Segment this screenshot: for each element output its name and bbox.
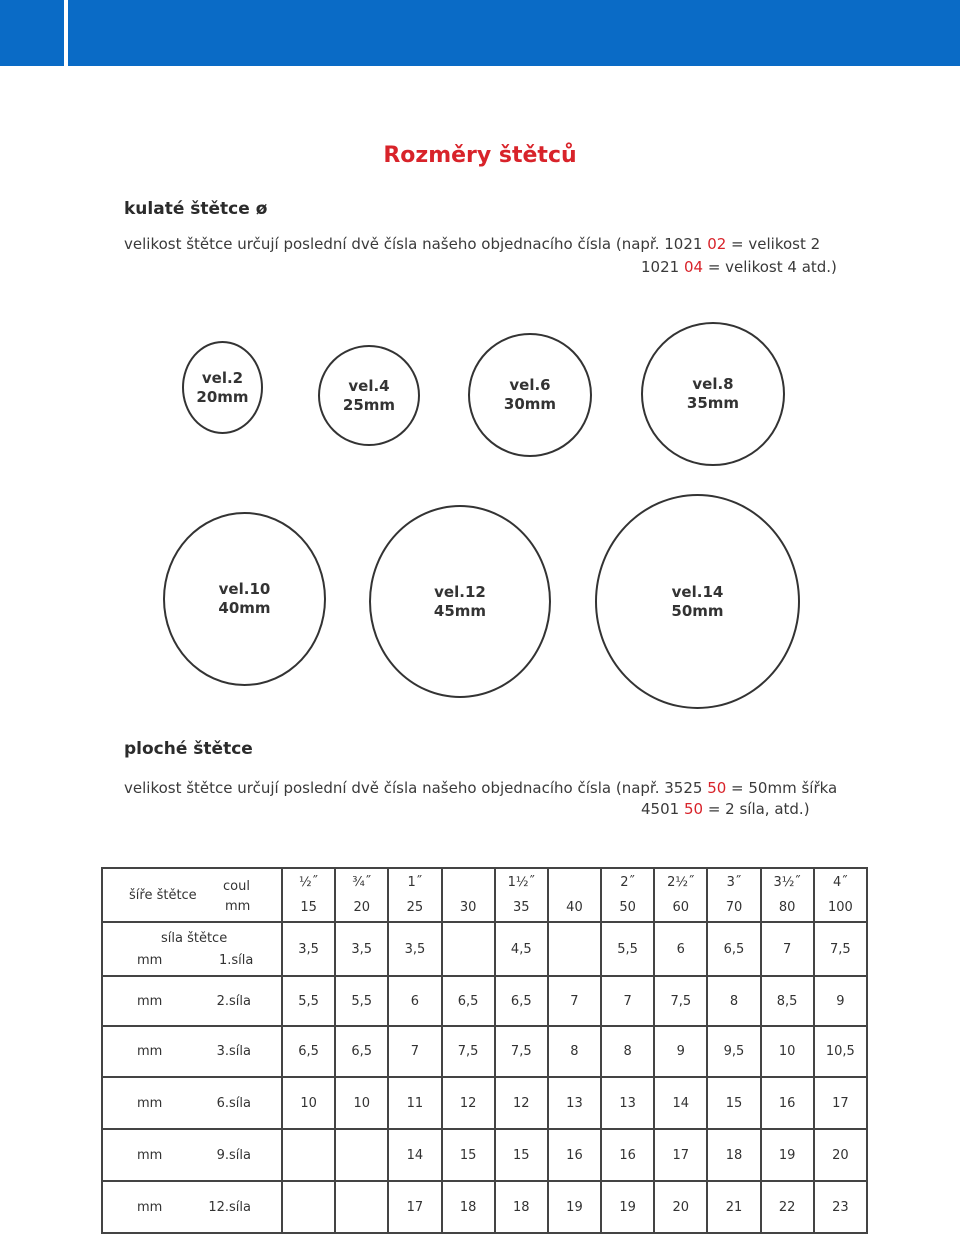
flat-line-1: velikost štětce určují poslední dvě čísla našeho objednacího čísla (např. 3525 50 = 50mm šířka [124,779,838,797]
coul-value: ¾˝ [352,875,372,890]
table-cell: 16 [548,1129,601,1181]
table-cell: 11 [388,1077,441,1129]
mm-value: 25 [406,900,424,915]
mm-label: mm [225,899,251,914]
row-name: 1.síla [219,953,254,968]
table-cell: 19 [601,1181,654,1233]
round-heading: kulaté štětce ø [124,199,268,219]
table-cell: 7 [548,976,601,1026]
width-label: šíře štětce [129,888,197,903]
table-row [102,1026,867,1077]
row-name: 2.síla [216,993,251,1009]
table-cell: 3,5 [388,922,441,976]
table-row [102,1181,867,1233]
table-cell: 8 [707,976,760,1026]
table-cell: 8 [601,1026,654,1077]
table-cell: 5,5 [282,976,335,1026]
table-cell [282,1181,335,1233]
table-cell: 13 [548,1077,601,1129]
row-label-cell [102,1026,282,1077]
coul-value: ½˝ [299,875,319,890]
table-cell: 7,5 [442,1026,495,1077]
table-cell: 6,5 [442,976,495,1026]
sila-label: síla štětce [161,931,228,946]
table-cell: 6,5 [495,976,548,1026]
header-cell [495,868,548,922]
table-cell: 18 [707,1129,760,1181]
table-cell: 15 [442,1129,495,1181]
row-unit: mm [137,953,163,968]
table-row [102,922,867,976]
table-cell: 14 [388,1129,441,1181]
coul-value: 4˝ [832,875,848,890]
mm-value: 20 [353,900,371,915]
row-unit: mm [137,993,163,1009]
table-cell: 5,5 [335,976,388,1026]
row-name: 9.síla [216,1147,251,1163]
table-cell: 6 [654,922,707,976]
table-cell: 18 [495,1181,548,1233]
circle-size-2: vel.2 20mm [182,341,263,434]
round-line-2: 1021 04 = velikost 4 atd.) [641,258,837,276]
mm-value: 40 [566,900,583,915]
table-cell: 15 [495,1129,548,1181]
table-cell: 20 [814,1129,867,1181]
table-cell: 22 [761,1181,814,1233]
header-cell [761,868,814,922]
table-cell: 20 [654,1181,707,1233]
table-cell: 19 [548,1181,601,1233]
table-cell: 12 [442,1077,495,1129]
header-cell [442,868,495,922]
circle-size-4: vel.4 25mm [318,345,420,446]
table-cell [335,1129,388,1181]
table-cell: 5,5 [601,922,654,976]
row-unit: mm [137,1044,163,1059]
mm-value: 15 [300,900,317,915]
header-stripe [64,0,68,66]
table-cell: 7 [601,976,654,1026]
table-cell: 21 [707,1181,760,1233]
table-cell: 16 [761,1077,814,1129]
table-cell [282,1129,335,1181]
table-cell: 6 [388,976,441,1026]
table-cell: 7,5 [814,922,867,976]
table-cell: 23 [814,1181,867,1233]
table-cell: 6,5 [707,922,760,976]
mm-value: 80 [778,900,796,915]
table-cell: 15 [707,1077,760,1129]
table-cell: 16 [601,1129,654,1181]
table-cell: 7 [761,922,814,976]
circle-size-8: vel.8 35mm [641,322,785,466]
table-cell: 10,5 [814,1026,867,1077]
page-title: Rozměry štětců [383,143,577,168]
table-cell: 18 [442,1181,495,1233]
row-label-cell [102,1077,282,1129]
flat-line-2: 4501 50 = 2 síla, atd.) [641,800,810,818]
flat-brush-table [101,867,868,1234]
table-cell: 8,5 [761,976,814,1026]
circle-size-14: vel.14 50mm [595,494,800,709]
table-cell: 6,5 [282,1026,335,1077]
header-cell [335,868,388,922]
circle-size-6: vel.6 30mm [468,333,592,457]
row-label-cell [102,976,282,1026]
header-cell [654,868,707,922]
table-cell: 9 [654,1026,707,1077]
row-name: 6.síla [216,1095,251,1111]
row-label-cell [102,1129,282,1181]
table-cell: 4,5 [495,922,548,976]
header-cell [548,868,601,922]
mm-value: 70 [725,900,743,915]
header-cell [814,868,867,922]
header-cell [707,868,760,922]
table-row [102,1129,867,1181]
circle-size-12: vel.12 45mm [369,505,551,698]
mm-value: 60 [672,900,690,915]
coul-value: 3˝ [726,875,742,890]
table-cell: 17 [388,1181,441,1233]
table-cell: 7 [388,1026,441,1077]
table-cell: 7,5 [495,1026,548,1077]
table-cell [335,1181,388,1233]
header-cell [601,868,654,922]
table-cell: 6,5 [335,1026,388,1077]
row-unit: mm [137,1199,163,1215]
mm-value: 50 [619,900,636,915]
table-cell: 17 [814,1077,867,1129]
table-cell: 19 [761,1129,814,1181]
row-name: 3.síla [216,1044,251,1059]
coul-label: coul [223,879,250,894]
coul-value: 2˝ [620,875,635,890]
table-cell [548,922,601,976]
header-cell [388,868,441,922]
table-cell: 3,5 [282,922,335,976]
coul-value: 2½˝ [667,875,695,890]
flat-heading: ploché štětce [124,739,253,759]
table-cell [442,922,495,976]
header-bar [0,0,960,66]
table-row [102,976,867,1026]
coul-value: 1˝ [407,875,423,890]
coul-value: 3½˝ [773,875,801,890]
table-cell: 8 [548,1026,601,1077]
table-cell: 7,5 [654,976,707,1026]
table-cell: 14 [654,1077,707,1129]
round-line-1: velikost štětce určují poslední dvě čísla našeho objednacího čísla (např. 1021 02 = velikost 2 [124,235,821,253]
table-cell: 13 [601,1077,654,1129]
header-label-cell [102,868,282,922]
row-label-cell [102,1181,282,1233]
row-label-cell [102,922,282,976]
coul-value: 1½˝ [507,875,535,890]
row-name: 12.síla [208,1199,251,1215]
circle-size-10: vel.10 40mm [163,512,326,686]
table-cell: 9,5 [707,1026,760,1077]
table-cell: 10 [282,1077,335,1129]
table-cell: 3,5 [335,922,388,976]
table-header-row [102,868,867,922]
table-cell: 17 [654,1129,707,1181]
row-unit: mm [137,1095,163,1111]
mm-value: 35 [513,900,530,915]
row-unit: mm [137,1147,163,1163]
table-cell: 10 [761,1026,814,1077]
table-cell: 10 [335,1077,388,1129]
header-cell [282,868,335,922]
table-cell: 9 [814,976,867,1026]
table-row [102,1077,867,1129]
mm-value: 30 [459,900,477,915]
mm-value: 100 [827,900,853,915]
table-cell: 12 [495,1077,548,1129]
